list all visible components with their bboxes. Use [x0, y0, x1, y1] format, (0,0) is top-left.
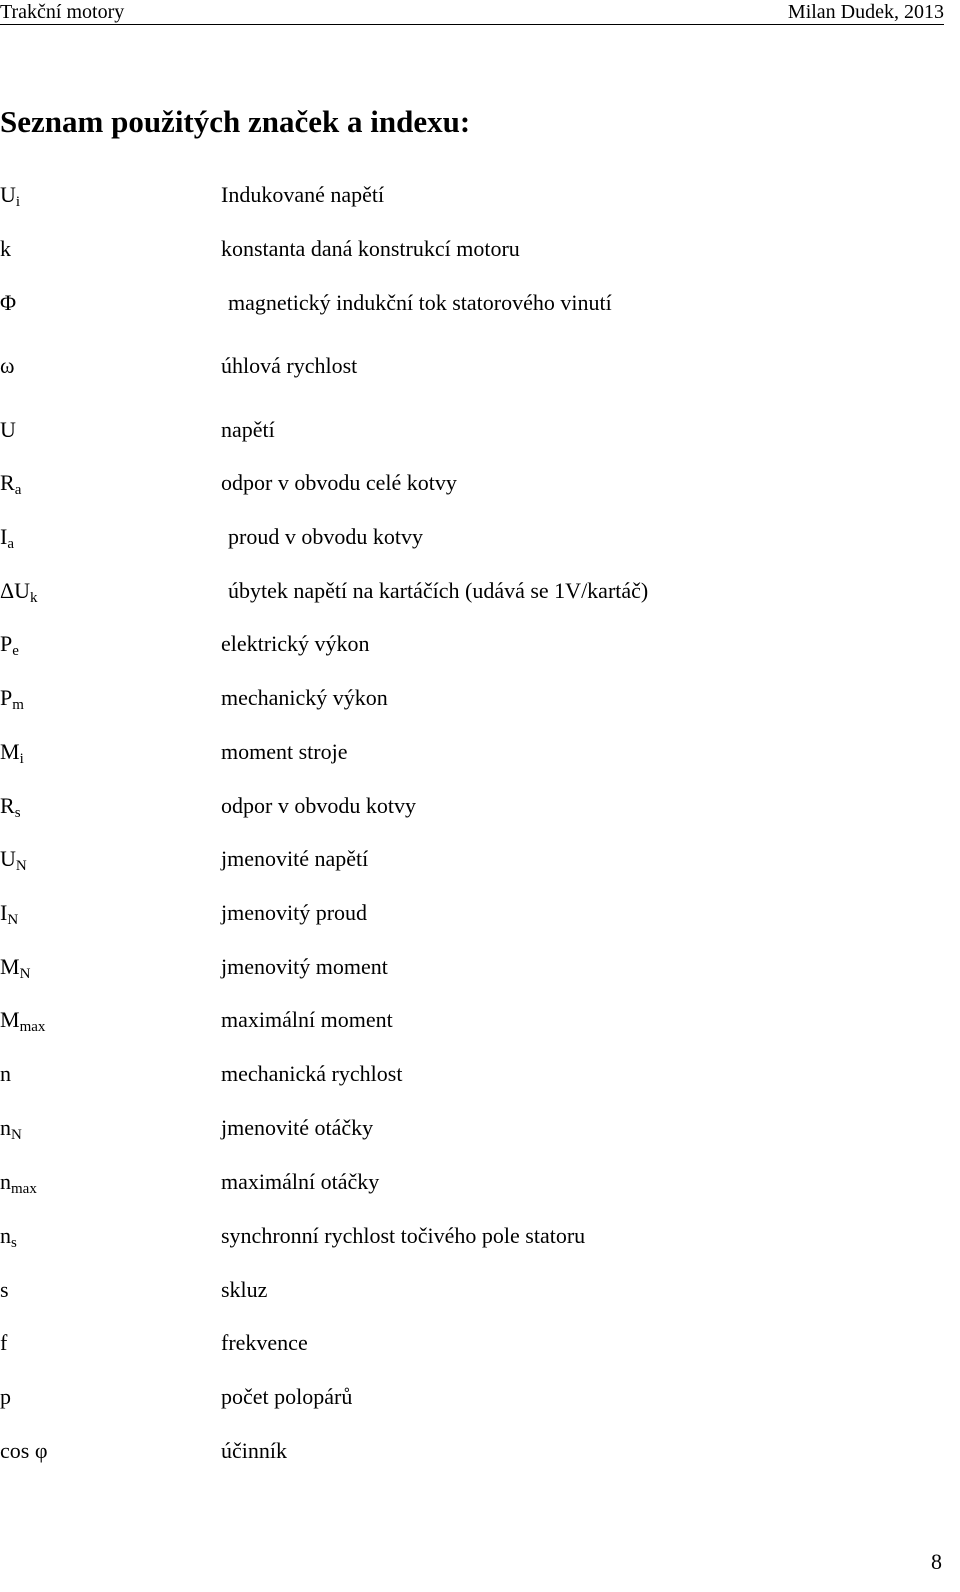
symbol-index: N — [15, 858, 27, 874]
symbol-base: k — [0, 236, 11, 261]
symbol — [0, 522, 14, 552]
symbol-row — [0, 576, 944, 606]
symbol-description: jmenovitý proud — [221, 900, 368, 925]
symbol-description: moment stroje — [221, 739, 348, 764]
symbol-row — [0, 288, 944, 318]
symbol-row — [0, 683, 944, 713]
symbol-base: M — [0, 739, 20, 764]
symbol — [0, 468, 21, 498]
symbol-row — [0, 351, 944, 381]
symbol — [0, 952, 30, 982]
symbol-row — [0, 522, 944, 552]
symbol-index: m — [12, 697, 24, 713]
symbol-base: I — [0, 900, 8, 925]
symbol-description: skluz — [221, 1277, 268, 1302]
symbol-description: jmenovité otáčky — [221, 1115, 374, 1140]
symbol-description: počet polopárů — [221, 1384, 353, 1409]
symbol-description: jmenovité napětí — [221, 846, 369, 871]
symbol — [0, 1275, 9, 1305]
symbol — [0, 415, 16, 445]
symbol-index: N — [11, 1127, 22, 1143]
symbol — [0, 791, 21, 821]
symbol — [0, 351, 14, 381]
symbol — [0, 1059, 11, 1089]
symbol-row — [0, 468, 944, 498]
symbol — [0, 288, 16, 318]
symbol-base: n — [0, 1169, 11, 1194]
symbol-base: n — [0, 1061, 11, 1086]
symbol-row — [0, 1113, 944, 1143]
symbol-base: U — [0, 846, 16, 871]
symbol — [0, 234, 11, 264]
symbol-base: f — [0, 1330, 8, 1355]
symbol-base: I — [0, 524, 8, 549]
symbol-description: mechanický výkon — [221, 685, 388, 710]
symbol-description: jmenovitý moment — [221, 954, 388, 979]
symbol-description: maximální moment — [221, 1007, 393, 1032]
symbol-index: s — [14, 805, 21, 821]
symbol-base: R — [0, 470, 15, 495]
symbol-index: k — [30, 590, 38, 606]
symbol-row — [0, 1059, 944, 1089]
symbol-description: frekvence — [221, 1330, 308, 1355]
symbol-row — [0, 844, 944, 874]
symbol-index: i — [15, 194, 21, 210]
symbol — [0, 844, 27, 874]
symbol-index: e — [12, 643, 19, 659]
symbol — [0, 629, 19, 659]
symbol-description: konstanta daná konstrukcí motoru — [221, 236, 520, 261]
symbol-row — [0, 180, 944, 210]
symbol-base: n — [0, 1223, 11, 1248]
symbol-row — [0, 1221, 944, 1251]
symbol-index: max — [11, 1181, 37, 1197]
symbol-description: mechanická rychlost — [221, 1061, 403, 1086]
symbol-index: N — [7, 912, 19, 928]
symbol-index: max — [19, 1019, 46, 1035]
symbol — [0, 1167, 37, 1197]
symbol — [0, 898, 18, 928]
symbol-index: a — [7, 536, 14, 552]
symbol-row — [0, 1382, 944, 1412]
symbol — [0, 737, 24, 767]
symbol-base: M — [0, 1007, 20, 1032]
symbol — [0, 180, 20, 210]
symbol-base: R — [0, 793, 15, 818]
symbol-row — [0, 629, 944, 659]
symbol-description: Indukované napětí — [221, 182, 385, 207]
symbol-description: synchronní rychlost točivého pole statoru — [221, 1223, 586, 1248]
symbol-index: i — [19, 751, 24, 767]
symbol-row — [0, 898, 944, 928]
symbol-index: N — [19, 966, 31, 982]
symbol-base: cos φ — [0, 1438, 48, 1463]
symbol — [0, 576, 38, 606]
symbol-base: P — [0, 631, 13, 656]
symbol-base: M — [0, 954, 20, 979]
symbol-row — [0, 234, 944, 264]
symbol-row — [0, 791, 944, 821]
symbol-base: U — [0, 417, 16, 442]
page-number: 8 — [931, 1549, 942, 1574]
symbol-row — [0, 1328, 944, 1358]
symbol-row — [0, 1167, 944, 1197]
header-doc-title: Trakční motory — [0, 1, 125, 23]
symbol-description: účinník — [221, 1438, 287, 1463]
symbol-description: odpor v obvodu celé kotvy — [221, 470, 457, 495]
symbol-description: elektrický výkon — [221, 631, 370, 656]
symbol-index: a — [14, 482, 22, 498]
symbol-row — [0, 1436, 944, 1466]
symbol — [0, 1436, 48, 1466]
symbol-description: maximální otáčky — [221, 1169, 380, 1194]
symbol-base: n — [0, 1115, 11, 1140]
symbol-base: P — [0, 685, 13, 710]
symbol-row — [0, 415, 944, 445]
symbol — [0, 1221, 17, 1251]
symbol-description: úbytek napětí na kartáčích (udává se 1V/kartáč) — [228, 578, 649, 603]
symbol-description: proud v obvodu kotvy — [228, 524, 423, 549]
symbol-description: odpor v obvodu kotvy — [221, 793, 416, 818]
symbol-row — [0, 1275, 944, 1305]
symbol-row — [0, 737, 944, 767]
symbol-description: magnetický indukční tok statorového vinutí — [228, 290, 612, 315]
symbol-base: p — [0, 1384, 11, 1409]
symbol-base: ΔU — [0, 578, 31, 603]
symbol-base: ω — [0, 353, 15, 378]
symbol — [0, 683, 24, 713]
symbol-row — [0, 1005, 944, 1035]
symbol-description: úhlová rychlost — [221, 353, 358, 378]
symbol-base: s — [0, 1277, 9, 1302]
header-author-year: Milan Dudek, 2013 — [787, 1, 944, 23]
section-title: Seznam použitých značek a indexu: — [0, 104, 471, 139]
symbol — [0, 1382, 11, 1412]
symbol-base: U — [0, 182, 16, 207]
symbol — [0, 1328, 7, 1358]
symbol-base: Φ — [0, 290, 17, 315]
symbol-description: napětí — [221, 417, 275, 442]
symbol-index: s — [11, 1235, 17, 1251]
symbol — [0, 1005, 45, 1035]
symbol — [0, 1113, 22, 1143]
symbol-row — [0, 952, 944, 982]
